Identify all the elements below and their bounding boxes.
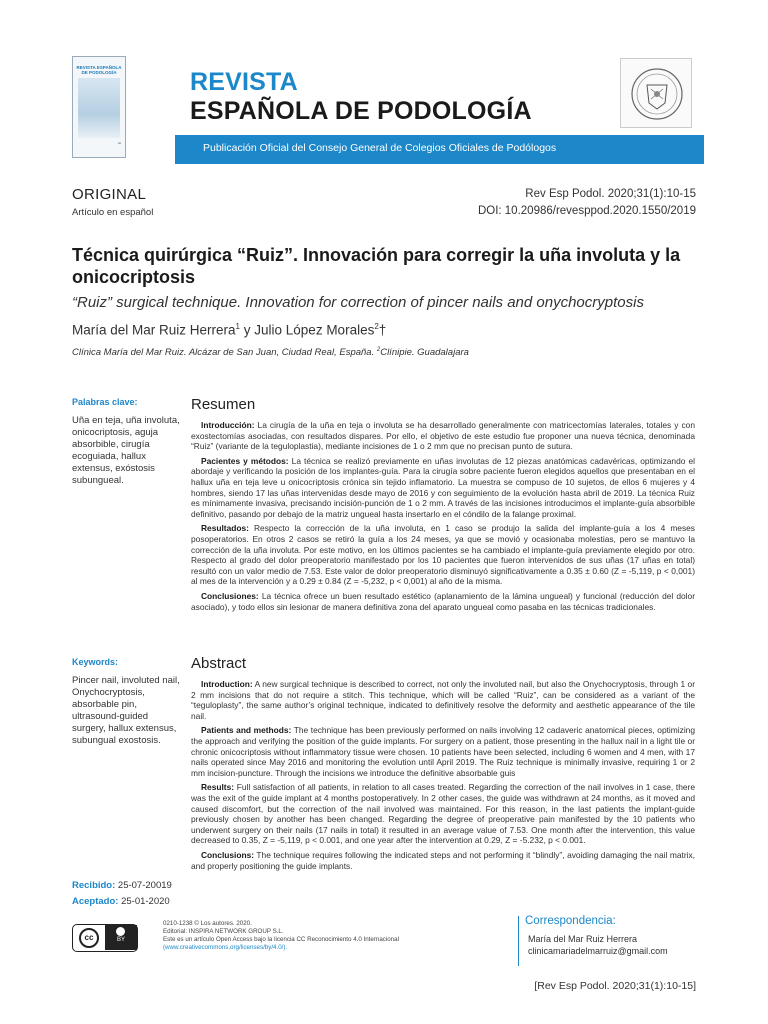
abstract-concl-label: Conclusions: [201,849,255,860]
resumen-results-label: Resultados: [201,523,249,534]
doi: DOI: 10.20986/revesppod.2020.1550/2019 [477,205,696,217]
author-2-mark: † [378,322,387,338]
keywords-es-label: Palabras clave: [72,397,138,407]
cc-person-icon [116,927,125,936]
journal-brand-line2: ESPAÑOLA DE PODOLOGÍA [190,97,532,125]
resumen-heading: Resumen [191,396,256,413]
abstract-methods-label: Patients and methods: [201,725,292,736]
received-label: Recibido: [72,880,116,891]
author-join: y [240,322,255,338]
accepted-date [72,896,170,907]
council-seal-logo [620,58,692,128]
keywords-en: Pincer nail, involuted nail, Onychocryptosis, absorbable pin, ultrasound-guided surgery, hallux extensus, subungual exostosis. [72,675,180,746]
author-2-affil: 2 [374,322,379,331]
author-2: Julio López Morales [254,322,375,338]
resumen-results-text: Respecto la corrección de la uña involuta, en 1 caso se produjo la salida del implante-guía a los 4 meses posoperatorios. En otros 2 casos se retiró la guía a los 24 meses, ya que se movió y ocasionaba molestias, pero se mantuvo la corrección de la uña involuta. Por este motivo, en los últimos pacientes se ha cambiado el implante-guía previamente elegido por otro. Respecto al grado del dolor preoperatorio manifestado por los 10 pacientes que fueron intervenidos de sus uñas (17 uñas en total) resultó con un valor medio de 7.53. Este valor de dolor preoperatorio disminuyó significativamente a 0.35 ± 0.60 (Z = -5,119, p < 0,001) al mes de la intervención y a 0.29 ± 0.84 (Z = -5,232, p < 0,001) al año de la misma. [191,523,695,587]
received-value: 25-07-20019 [115,880,172,891]
resumen-methods-label: Pacientes y métodos: [201,455,289,466]
affiliation-2: Clínipie. Guadalajara [380,347,469,359]
abstract-intro-text: A new surgical technique is described to correct, not only the involuted nail, but also the Onychocryptosis, through 1 or 2 mm incisions that do not require a stitch. This technique, which will be called “Ruiz”, can be considered as a variant of the “teguloplasty”, the same author’s original technique, indicated to definitively resolve the deformity and aesthetic appearance of the tile nail. [191,679,695,721]
affiliations [72,347,469,358]
resumen-intro-label: Introducción: [201,420,255,430]
abstract-results [191,782,695,846]
cc-icon: cc [79,928,99,948]
resumen-results [191,523,695,587]
resumen-intro [191,420,695,452]
resumen-concl-text: La técnica ofrece un buen resultado estético (aplanamiento de la lámina ungueal) y funcional (reducción del dolor asociado), y todo ellos sin lesionar de manera definitiva zona del aparato ungueal como pasaba en las técnicas tradicionales. [191,590,695,612]
article-language: Artículo en español [72,207,154,218]
resumen-concl-label: Conclusiones: [201,590,259,601]
license-link[interactable]: (www.creativecommons.org/licenses/by/4.0/). [163,944,288,951]
abstract-concl-text: The technique requires following the indicated steps and not performing it “blindly”, avoiding damaging the nail matrix, and properly positioning the guide implants. [191,849,695,871]
publisher-line: Editorial: INSPIRA NETWORK GROUP S.L. [163,928,284,935]
accepted-label: Aceptado: [72,896,119,907]
creative-commons-badge [72,924,138,952]
abstract-heading: Abstract [191,655,247,672]
abstract-results-text: Full satisfaction of all patients, in relation to all cases treated. Regarding the correction of the nail involves in 1 case, there was the exit of the guide implant at 4 months postoperatively. In 2 other cases, the guide was withdrawn at 24 months, as it moved and caused discomfort, but the correction of the nail involved was maintained. For this reason, in the last patients the implant-guide previously chosen by another has been changed. Regarding the degree of preoperative pain manifested by the 10 patients who underwent surgery on their nails (17 nails in total) it resulted in an average value of 7.53. One month after the intervention, this value decreased to 0.35, Z = -5,119, p < 0.001, and one year after the intervention at 0.29, Z = -5.232, p < 0.001. [191,782,695,846]
abstract-conclusions [191,850,695,871]
resumen-intro-text: La cirugía de la uña en teja o involuta se ha desarrollado generalmente con matricectomías laterales, totales y con exostectomías asociadas, con resultados dispares. Por ello, el objetivo de este estudio fue proponer una nueva técnica, denominada “Ruiz” (variante de la teguloplastia), mediante incisiones de 1 o 2 mm que no precisan punto de sutura. [191,420,695,452]
abstract-methods [191,725,695,778]
citation: Rev Esp Podol. 2020;31(1):10-15 [525,188,696,200]
keywords-en-label: Keywords: [72,657,119,667]
abstract-body [191,679,695,875]
journal-cover-thumbnail [72,56,126,158]
accepted-value: 25-01-2020 [118,896,170,907]
resumen-methods [191,456,695,520]
correspondence-divider [518,916,519,966]
cover-title: REVISTA ESPAÑOLA DE PODOLOGÍA [76,65,122,75]
correspondence-heading: Correspondencia: [525,915,616,927]
issn-line: 0210-1238 © Los autores. 2020. [163,920,252,927]
cc-by-icon [105,925,137,950]
page-citation: [Rev Esp Podol. 2020;31(1):10-15] [534,980,696,992]
article-section: ORIGINAL [72,186,147,203]
received-date [72,880,172,891]
license-line: Este es un artículo Open Access bajo la licencia CC Reconocimiento 4.0 Internacional [163,936,399,943]
correspondence-name: María del Mar Ruiz Herrera [528,934,638,944]
abstract-methods-text: The technique has been previously performed on nails involving 12 cadaveric anatomical pieces, optimizing the approach and verifying the position of the guide implants. For surgery on a patient, those presenting in the hallux nail in a light tile or chronic onicocriptosis without inflammatory tissue were chosen. 10 patients have been selected, including 6 women and 4 men, with 17 nails operated since May 2016 and monitoring the evolution until April 2019. The Ruiz technique is minimally invasive, requiring 1 or 2 mm incision-puncture. Through the incisions we introduce the definitive absorbable guis [191,725,695,778]
cc-by-label: BY [116,937,125,943]
affiliation-2-sup: 2 [376,347,381,353]
author-1-affil: 1 [235,322,240,331]
correspondence-email[interactable]: clinicamariadelmarruiz@gmail.com [528,946,668,956]
resumen-body [191,420,695,616]
publisher-band [175,135,704,164]
abstract-intro [191,679,695,721]
keywords-es: Uña en teja, uña involuta, onicocriptosis, aguja absorbible, cirugía ecoguiada, hallux extensus, exóstosis subungueal. [72,415,180,486]
cover-footer: ▪▪▪ [117,141,121,145]
article-title-spanish: Técnica quirúrgica “Ruiz”. Innovación para corregir la uña involuta y la onicocriptosis [72,245,681,287]
authors [72,322,386,338]
abstract-results-label: Results: [201,782,235,793]
resumen-methods-text: La técnica se realizó previamente en uñas involutas de 12 piezas anatómicas cadavéricas, optimizando el abordaje y verificando la posición de los implantes-guía. Para la cirugía sobre paciente fueron elegidos aquellos que presentaban en el hallux uña en teja leve u onicocriptosis crónica sin tejido inflamatorio. La muestra se compuso de 10 sujetos, de ellos 6 mujeres y 4 hombres, siendo 17 las uñas intervenidas desde mayo de 2016 y con seguimiento de la evolución hasta abril de 2019. La técnica Ruiz es mínimamente invasiva, precisando incisión-punción de 1 o 2 mm. A través de las incisiones introducimos el implante-guía absorbible definitivo, pasando por debajo de la matriz ungueal hasta insertarlo en el cóndilo de la falange proximal. [191,455,695,519]
article-title-english: “Ruiz” surgical technique. Innovation for correction of pincer nails and onychocryptosis [72,294,644,311]
abstract-intro-label: Introduction: [201,679,253,689]
license-notice [163,920,493,952]
publisher-band-text: Publicación Oficial del Consejo General de Colegios Oficiales de Podólogos [203,142,557,154]
affiliation-1: Clínica María del Mar Ruiz. Alcázar de San Juan, Ciudad Real, España. [72,347,377,359]
cover-image [78,78,120,138]
author-1: María del Mar Ruiz Herrera [72,322,236,338]
resumen-conclusions [191,591,695,612]
journal-brand-line1: REVISTA [190,68,298,96]
